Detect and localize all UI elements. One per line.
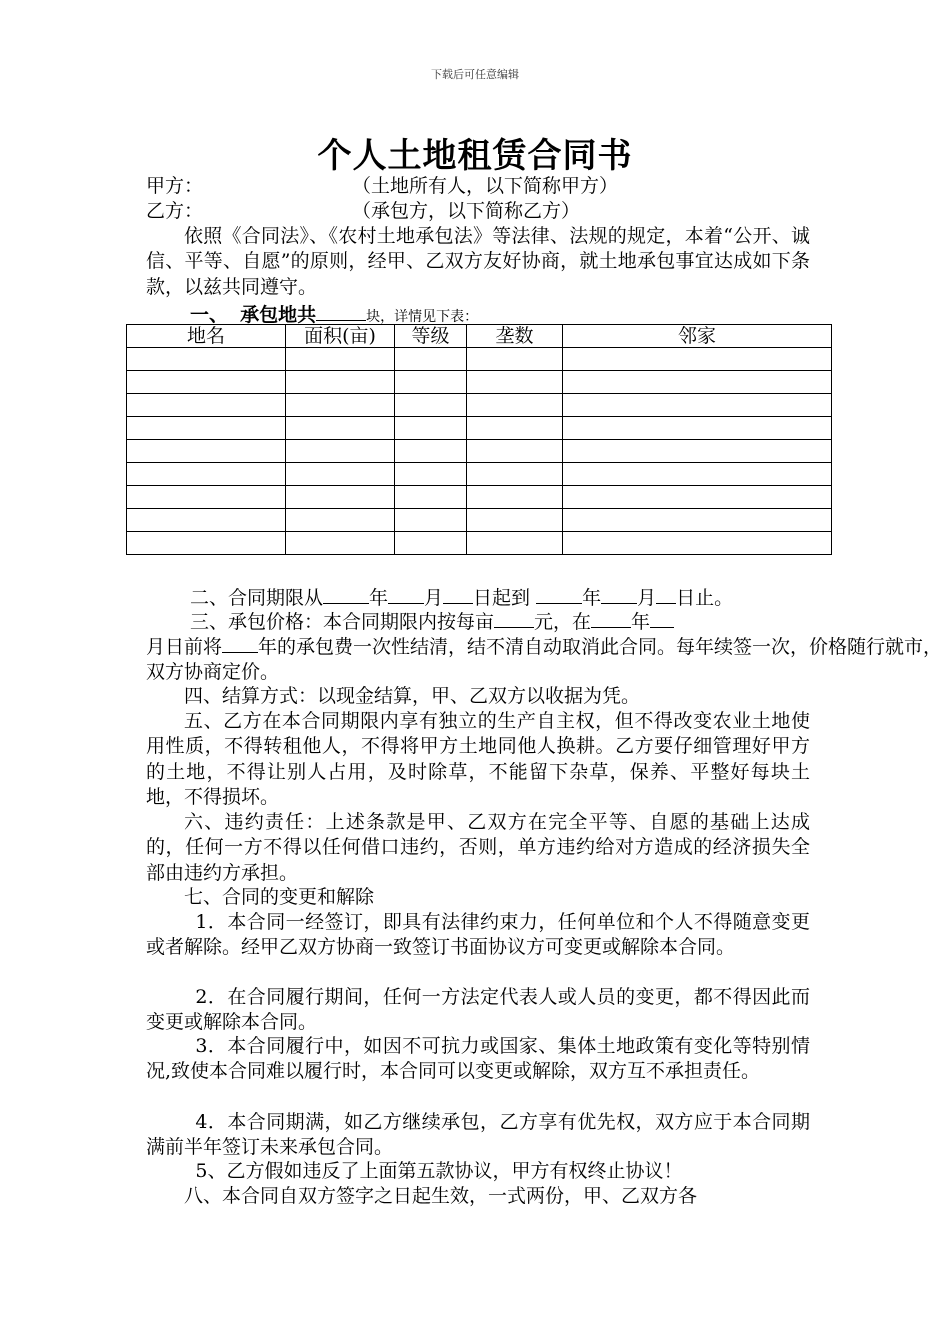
clause-3-text-b: 元，在 (534, 611, 592, 633)
party-a-note: （土地所有人，以下简称甲方） (352, 175, 619, 197)
col-header-grade: 等级 (395, 325, 467, 348)
table-cell[interactable] (286, 486, 395, 509)
table-cell[interactable] (127, 417, 286, 440)
table-cell[interactable] (467, 371, 563, 394)
blank-pay-month[interactable] (650, 609, 674, 628)
blank-pay-year[interactable] (591, 609, 631, 628)
intro-paragraph: 依照《合同法》、《农村土地承包法》等法律、法规的规定，本着“公开、诚信、平等、自愿”的原则，经甲、乙双方友好协商，就土地承包事宜达成如下条款，以兹共同遵守。 (146, 225, 810, 298)
table-cell[interactable] (563, 348, 832, 371)
table-cell[interactable] (127, 532, 286, 555)
clause-1-prefix: 一、 (190, 304, 229, 326)
clause-1-suffix: 块，详情见下表： (366, 309, 479, 325)
blank-start-month[interactable] (388, 585, 424, 604)
clause-7-title: 七、合同的变更和解除 (184, 886, 375, 908)
clause-7-4: 4．本合同期满，如乙方继续承包，乙方享有优先权，双方应于本合同期满前半年签订未来承包合同。 (146, 1111, 810, 1159)
blank-start-year[interactable] (323, 585, 369, 604)
table-cell[interactable] (467, 509, 563, 532)
table-cell[interactable] (127, 371, 286, 394)
table-row (127, 463, 832, 486)
blank-end-day[interactable] (656, 585, 676, 604)
table-row (127, 348, 832, 371)
table-cell[interactable] (563, 486, 832, 509)
party-a-label: 甲方： (146, 175, 204, 197)
clause-3-line-1 (190, 609, 674, 635)
table-cell[interactable] (286, 532, 395, 555)
table-cell[interactable] (286, 348, 395, 371)
table-row (127, 532, 832, 555)
clause-2 (190, 585, 733, 611)
table-row (127, 371, 832, 394)
table-cell[interactable] (286, 509, 395, 532)
clause-4: 四、结算方式：以现金结算，甲、乙双方以收据为凭。 (184, 685, 641, 707)
clause-6: 六、违约责任：上述条款是甲、乙双方在完全平等、自愿的基础上达成的，任何一方不得以任何借口违约，否则，单方违约给对方造成的经济损失全部由违约方承担。 (146, 811, 810, 884)
table-cell[interactable] (127, 440, 286, 463)
table-row (127, 417, 832, 440)
table-cell[interactable] (395, 486, 467, 509)
table-cell[interactable] (395, 509, 467, 532)
table-cell[interactable] (395, 440, 467, 463)
col-header-neighbor: 邻家 (563, 325, 832, 348)
table-cell[interactable] (467, 440, 563, 463)
clause-7-1: 1．本合同一经签订，即具有法律约束力，任何单位和个人不得随意变更或者解除。经甲乙双方协商一致签订书面协议方可变更或解除本合同。 (146, 911, 810, 959)
clause-2-text-e: 年 (582, 587, 602, 609)
clause-7-3: 3．本合同履行中，如因不可抗力或国家、集体土地政策有变化等特别情况,致使本合同难以履行时，本合同可以变更或解除，双方互不承担责任。 (146, 1035, 810, 1083)
clause-3-line-2 (146, 634, 950, 685)
col-header-area: 面积(亩) (286, 325, 395, 348)
document-title: 个人土地租赁合同书 (317, 136, 633, 176)
table-cell[interactable] (127, 463, 286, 486)
table-cell[interactable] (467, 486, 563, 509)
table-cell[interactable] (127, 509, 286, 532)
table-cell[interactable] (286, 463, 395, 486)
clause-5: 五、乙方在本合同期限内享有独立的生产自主权，但不得改变农业土地使用性质，不得转租他人，不得将甲方土地同他人换耕。乙方要仔细管理好甲方的土地，不得让别人占用，及时除草，不能留下杂草，保养、平整好每块土地，不得损坏。 (146, 710, 810, 808)
table-cell[interactable] (563, 463, 832, 486)
table-cell[interactable] (395, 371, 467, 394)
table-cell[interactable] (563, 394, 832, 417)
clause-2-text-g: 日止。 (676, 587, 734, 609)
table-cell[interactable] (395, 532, 467, 555)
table-cell[interactable] (127, 486, 286, 509)
blank-end-year[interactable] (536, 585, 582, 604)
table-cell[interactable] (563, 371, 832, 394)
blank-plot-count[interactable] (316, 302, 366, 321)
clause-7-2: 2．在合同履行期间，任何一方法定代表人或人员的变更，都不得因此而变更或解除本合同。 (146, 986, 810, 1034)
blank-fee-years[interactable] (222, 634, 258, 653)
clause-2-text-d: 日起到 (473, 587, 531, 609)
party-b-label: 乙方： (146, 200, 204, 222)
party-b-note: （承包方，以下简称乙方） (352, 200, 581, 222)
table-row (127, 486, 832, 509)
table-cell[interactable] (467, 463, 563, 486)
table-cell[interactable] (395, 463, 467, 486)
table-cell[interactable] (563, 509, 832, 532)
col-header-name: 地名 (127, 325, 286, 348)
clause-8: 八、本合同自双方签字之日起生效，一式两份，甲、乙双方各 (184, 1185, 698, 1207)
clause-3-text-d: 月日前将 (146, 636, 223, 658)
table-row (127, 394, 832, 417)
table-cell[interactable] (467, 348, 563, 371)
table-cell[interactable] (286, 417, 395, 440)
table-cell[interactable] (395, 394, 467, 417)
col-header-ridges: 垄数 (467, 325, 563, 348)
blank-price[interactable] (494, 609, 534, 628)
table-row (127, 440, 832, 463)
clause-3-text-a: 三、承包价格：本合同期限内按每亩 (190, 611, 495, 633)
blank-start-day[interactable] (443, 585, 473, 604)
table-cell[interactable] (563, 417, 832, 440)
table-cell[interactable] (127, 348, 286, 371)
table-header-row (127, 325, 832, 348)
table-cell[interactable] (286, 371, 395, 394)
clause-2-text-b: 年 (369, 587, 389, 609)
table-cell[interactable] (467, 532, 563, 555)
table-cell[interactable] (467, 417, 563, 440)
clause-1-title: 承包地共 (240, 304, 317, 326)
clause-7-5: 5、乙方假如违反了上面第五款协议，甲方有权终止协议！ (195, 1160, 683, 1182)
table-cell[interactable] (395, 348, 467, 371)
table-cell[interactable] (563, 440, 832, 463)
table-cell[interactable] (395, 417, 467, 440)
land-table (126, 324, 832, 555)
clause-2-text-a: 二、合同期限从 (190, 587, 324, 609)
table-cell[interactable] (286, 440, 395, 463)
clause-2-text-c: 月 (424, 587, 444, 609)
table-row (127, 509, 832, 532)
download-note: 下载后可任意编辑 (431, 68, 519, 81)
clause-3-text-e: 年的承包费一次性结清，结不清自动取消此合同。每年续签一次，价格随行就市，双方协商定价。 (146, 636, 943, 683)
clause-3-text-c: 年 (631, 611, 651, 633)
blank-end-month[interactable] (601, 585, 637, 604)
clause-2-text-f: 月 (637, 587, 657, 609)
table-cell[interactable] (467, 394, 563, 417)
table-cell[interactable] (286, 394, 395, 417)
table-cell[interactable] (563, 532, 832, 555)
table-cell[interactable] (127, 394, 286, 417)
